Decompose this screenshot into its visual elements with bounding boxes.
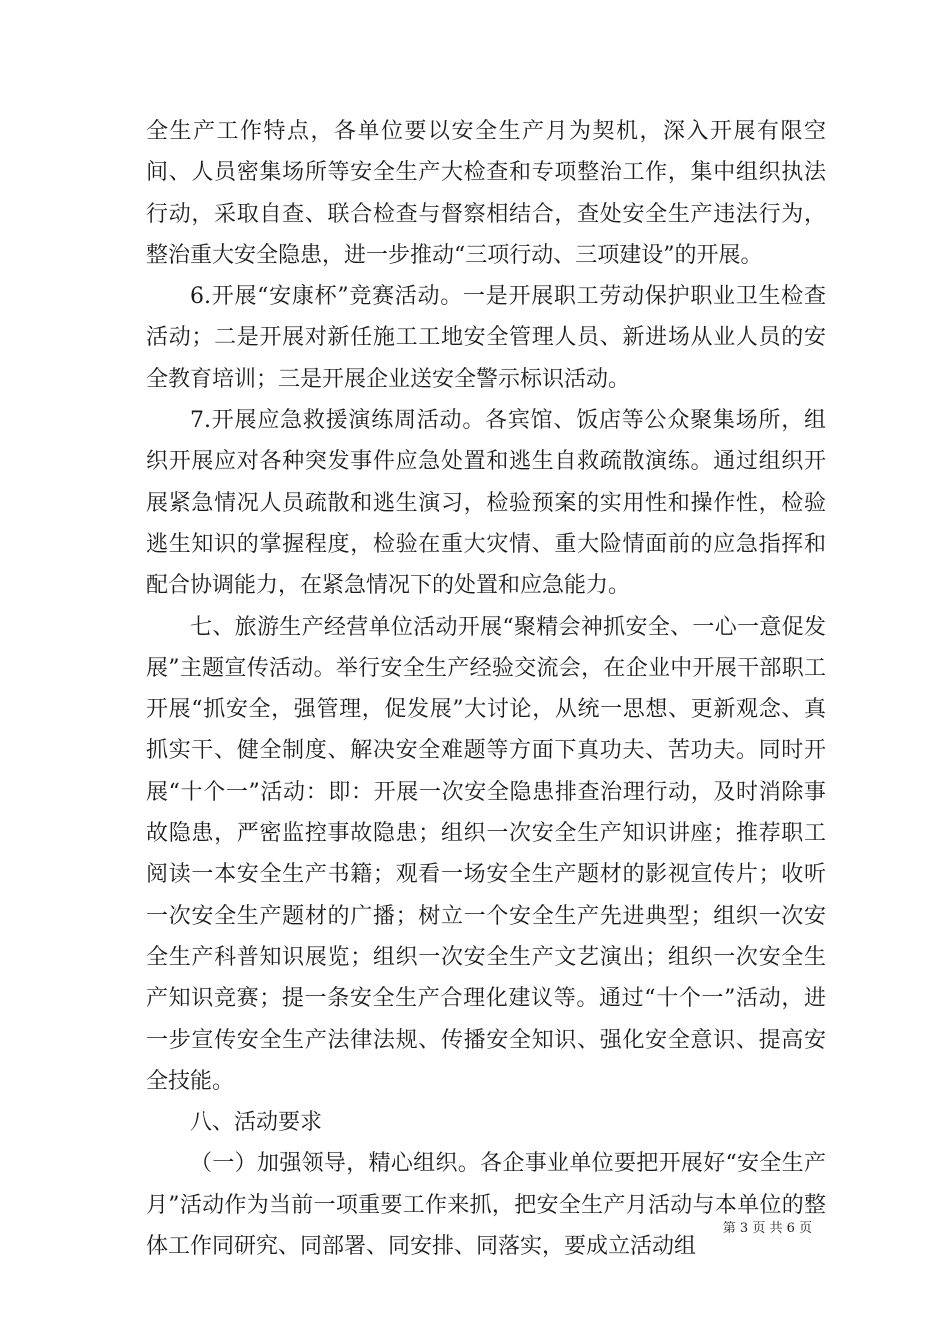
paragraph-section-7: 七、旅游生产经营单位活动开展“聚精会神抓安全、一心一意促发展”主题宣传活动。举行安全生产经验交流会，在企业中开展干部职工开展“抓安全，强管理，促发展”大讨论，从统一思想、更新观念、真抓实干、健全制度、解决安全难题等方面下真功夫、苦功夫。同时开展“十个一”活动：即：开展一次安全隐患排查治理行动，及时消除事故隐患，严密监控事故隐患；组织一次安全生产知识讲座；推荐职工阅读一本安全生产书籍；观看一场安全生产题材的影视宣传片；收听一次安全生产题材的广播；树立一个安全生产先进典型；组织一次安全生产科普知识展览；组织一次安全生产文艺演出；组织一次安全生产知识竞赛；提一条安全生产合理化建议等。通过“十个一”活动，进一步宣传安全生产法律法规、传播安全知识、强化安全意识、提高安全技能。 xyxy=(146,614,826,1094)
document-body xyxy=(146,111,826,1267)
heading-section-8: 八、活动要求 xyxy=(190,1110,323,1136)
paragraph-item-7: 7.开展应急救援演练周活动。各宾馆、饭店等公众聚集场所，组织开展应对各种突发事件应急处置和逃生自救疏散演练。通过组织开展紧急情况人员疏散和逃生演习，检验预案的实用性和操作性，检验逃生知识的掌握程度，检验在重大灾情、重大险情面前的应急指挥和配合协调能力，在紧急情况下的处置和应急能力。 xyxy=(146,408,826,599)
page-number-label: 第 3 页 共 6 页 xyxy=(722,1221,812,1236)
paragraph-requirement-1: （一）加强领导，精心组织。各企事业单位要把开展好“安全生产月”活动作为当前一项重要工作来抓，把安全生产月活动与本单位的整体工作同研究、同部署、同安排、同落实，要成立活动组 xyxy=(146,1151,826,1260)
paragraph-continuation: 全生产工作特点，各单位要以安全生产月为契机，深入开展有限空间、人员密集场所等安全生产大检查和专项整治工作，集中组织执法行动，采取自查、联合检查与督察相结合，查处安全生产违法行为，整治重大安全隐患，进一步推动“三项行动、三项建设”的开展。 xyxy=(146,119,826,268)
page-number-footer xyxy=(723,1217,812,1236)
paragraph-item-6: 6.开展“安康杯”竞赛活动。一是开展职工劳动保护职业卫生检查活动；二是开展对新任施工工地安全管理人员、新进场从业人员的安全教育培训；三是开展企业送安全警示标识活动。 xyxy=(146,284,826,392)
